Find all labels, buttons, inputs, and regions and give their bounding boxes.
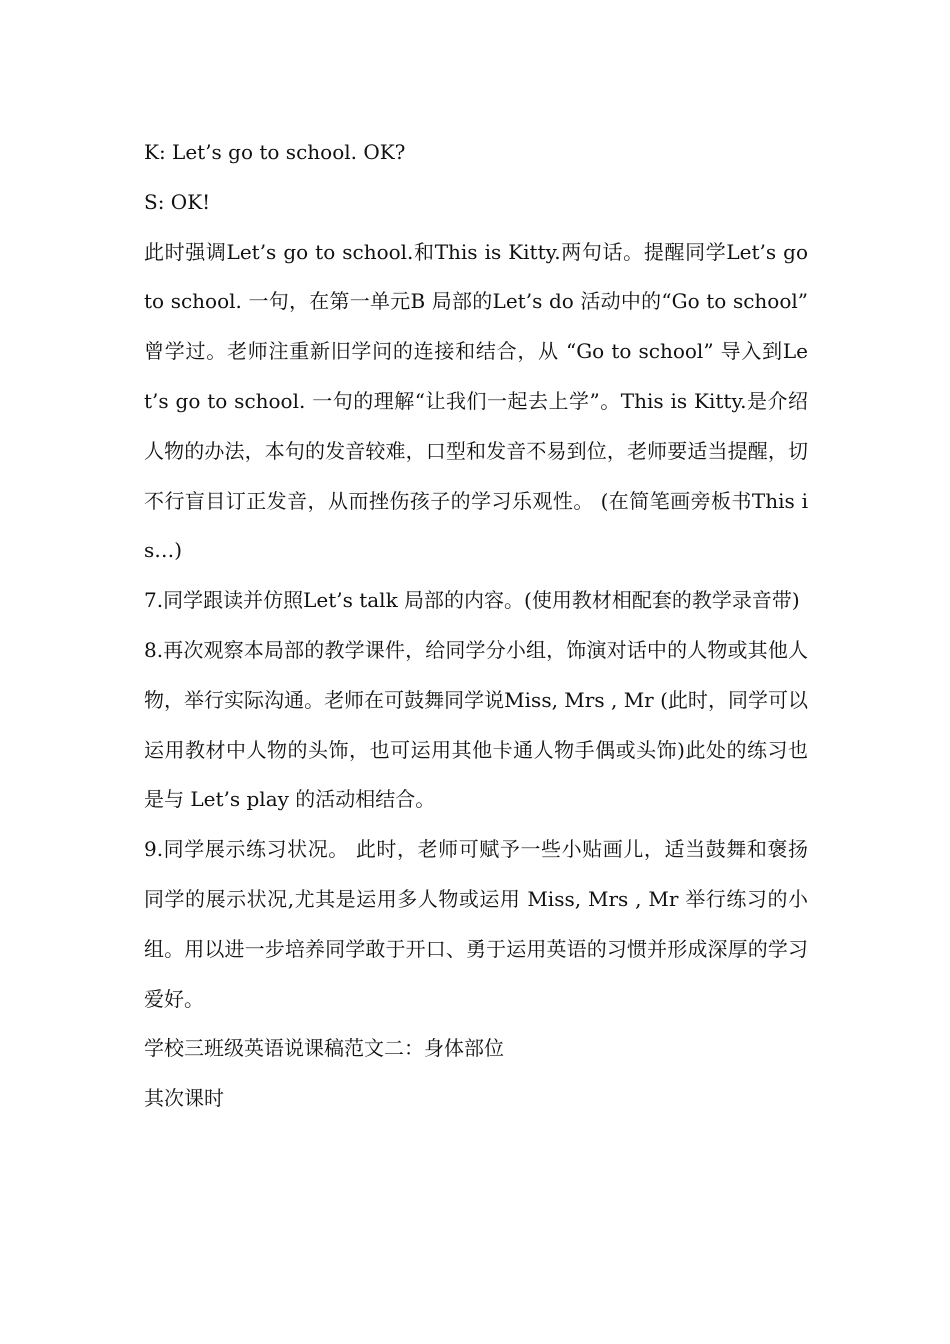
lesson-label: 其次课时 [144,1086,224,1111]
step-7: 7.同学跟读并仿照Let’s talk 局部的内容。(使用教材相配套的教学录音带) [144,588,800,613]
section-title: 学校三班级英语说课稿范文二：身体部位 [144,1036,504,1061]
step-8: 8.再次观察本局部的教学课件，给同学分小组，饰演对话中的人物或其他人物，举行实际沟通。老师在可鼓舞同学说Miss, Mrs , Mr (此时，同学可以运用教材中人物的头饰，也可运用其他卡通人物手偶或头饰)此处的练习也是与 Let’s play 的活动相结合。 [144,637,808,812]
paragraph-emphasis: 此时强调Let’s go to school.和This is Kitty.两句话。提醒同学Let’s go to school. 一句，在第一单元B 局部的Let’s do 活动中的“Go to school” 曾学过。老师注重新旧学问的连接和结合，从 “Go to school” 导入到Let’s go to school. 一句的理解“让我们一起去上学”。This is Kitty.是介绍人物的办法，本句的发音较难，口型和发音不易到位，老师要适当提醒，切不行盲目订正发音，从而挫伤孩子的学习乐观性。 (在简笔画旁板书This is…) [144,239,808,563]
dialogue-line-s: S: OK! [144,189,211,214]
step-9: 9.同学展示练习状况。 此时，老师可赋予一些小贴画儿，适当鼓舞和褒扬同学的展示状况,尤其是运用多人物或运用 Miss, Mrs , Mr 举行练习的小组。用以进一步培养同学敢于开口、勇于运用英语的习惯并形成深厚的学习爱好。 [144,837,808,1011]
document-body [144,128,808,1124]
dialogue-line-k: K: Let’s go to school. OK? [144,140,406,164]
